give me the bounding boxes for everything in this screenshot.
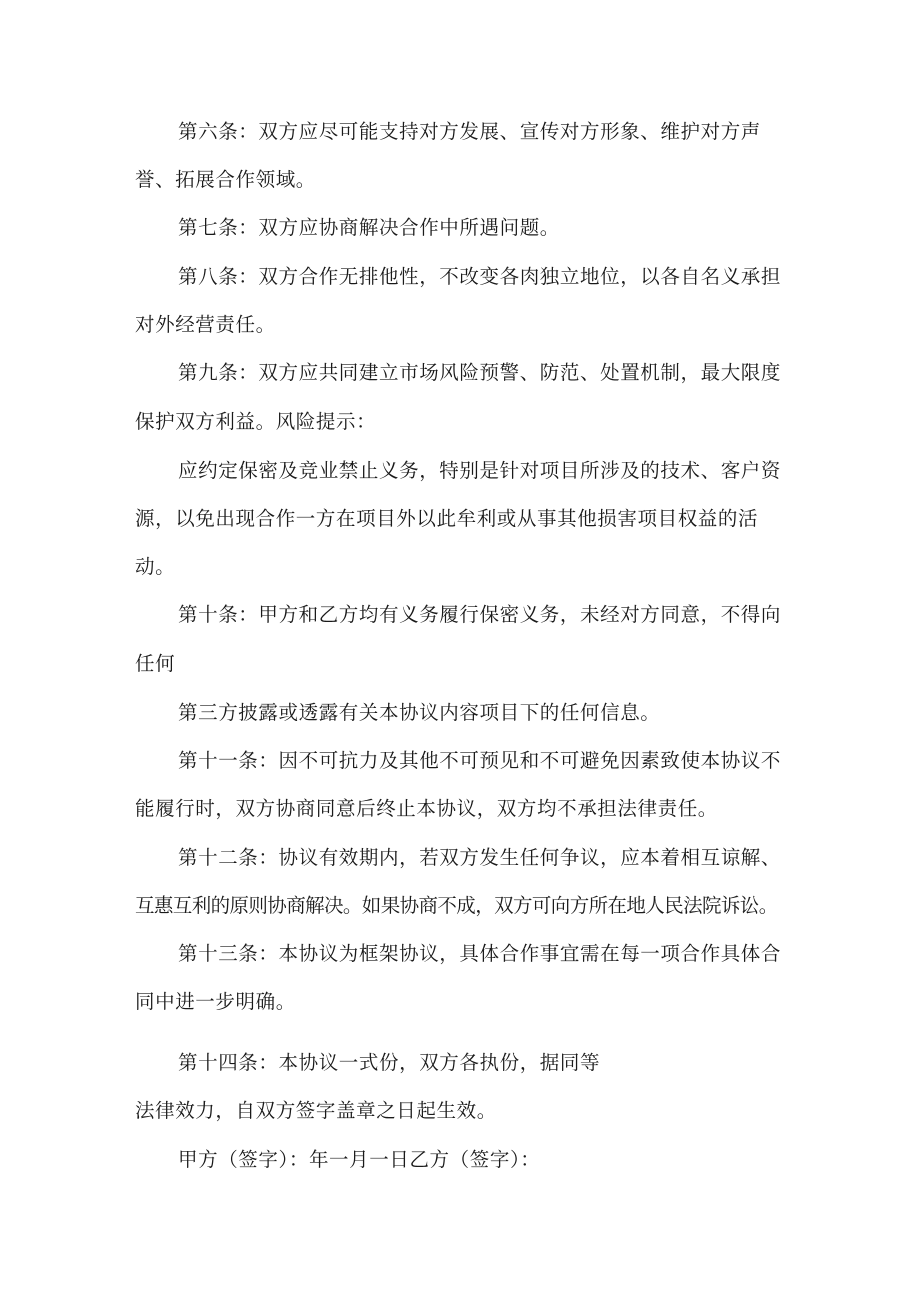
article-13-line-1: 第十三条：本协议为框架协议，具体合作事宜需在每一项合作具体合 xyxy=(178,942,782,965)
article-10-line-3: 第三方披露或透露有关本协议内容项目下的任何信息。 xyxy=(178,701,661,724)
article-10-line-1: 第十条：甲方和乙方均有义务履行保密义务，未经对方同意，不得向 xyxy=(178,603,782,626)
article-14-line-2: 法律效力，自双方签字盖章之日起生效。 xyxy=(135,1099,497,1122)
article-9-line-1: 第九条：双方应共同建立市场风险预警、防范、处置机制，最大限度 xyxy=(178,361,782,384)
article-14-line-1: 第十四条：本协议一式份，双方各执份，据同等 xyxy=(178,1051,601,1074)
signature-line: 甲方（签字）：年一月一日乙方（签字）： xyxy=(178,1148,541,1171)
risk-note-line-3: 动。 xyxy=(135,555,176,578)
article-7-line-1: 第七条：双方应协商解决合作中所遇问题。 xyxy=(178,216,560,239)
risk-note-line-2: 源，以免出现合作一方在项目外以此牟利或从事其他损害项目权益的活 xyxy=(135,507,759,530)
article-9-line-2: 保护双方利益。风险提示： xyxy=(135,410,377,433)
article-11-line-2: 能履行时，双方协商同意后终止本协议，双方均不承担法律责任。 xyxy=(135,797,718,820)
article-13-line-2: 同中进一步明确。 xyxy=(135,990,296,1013)
article-6-line-1: 第六条：双方应尽可能支持对方发展、宣传对方形象、维护对方声 xyxy=(178,120,761,143)
article-6-line-2: 誉、拓展合作领域。 xyxy=(135,168,316,191)
article-12-line-2: 互惠互利的原则协商解决。如果协商不成，双方可向方所在地人民法院诉讼。 xyxy=(135,894,778,917)
article-8-line-1: 第八条：双方合作无排他性，不改变各肉独立地位，以各自名义承担 xyxy=(178,265,782,288)
risk-note-line-1: 应约定保密及竞业禁止义务，特别是针对项目所涉及的技术、客户资 xyxy=(178,459,782,482)
article-12-line-1: 第十二条：协议有效期内，若双方发生任何争议，应本着相互谅解、 xyxy=(178,846,782,869)
article-10-line-2: 任何 xyxy=(135,652,176,675)
article-8-line-2: 对外经营责任。 xyxy=(135,313,276,336)
article-11-line-1: 第十一条：因不可抗力及其他不可预见和不可避免因素致使本协议不 xyxy=(178,749,782,772)
